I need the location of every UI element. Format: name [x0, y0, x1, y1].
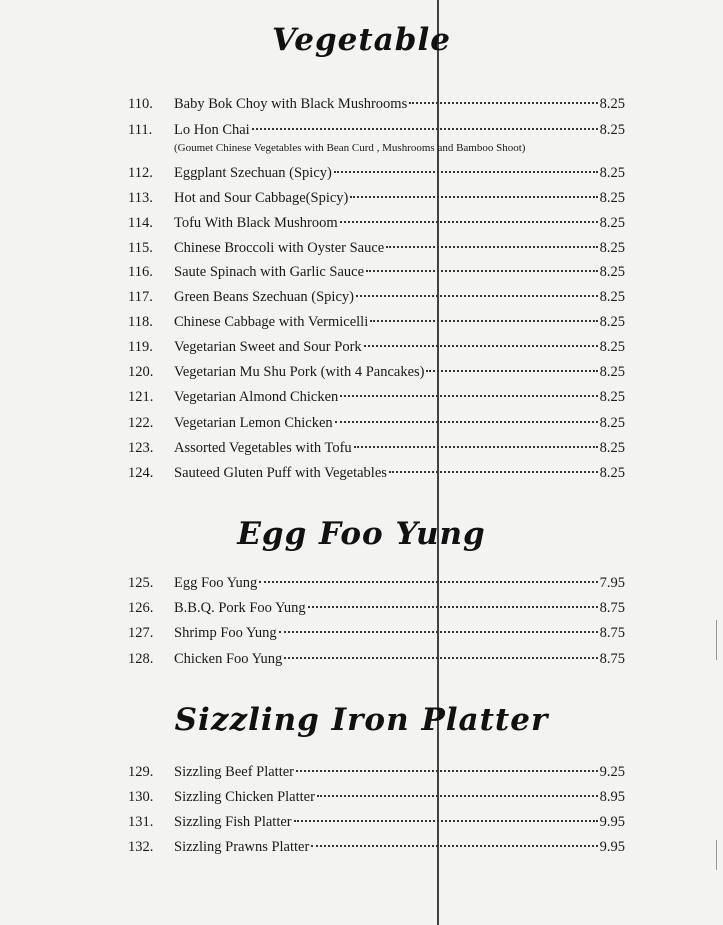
item-price: 8.25 [599, 96, 625, 112]
menu-item [128, 413, 625, 433]
item-price: 8.25 [599, 364, 625, 380]
menu-item [128, 337, 625, 357]
dot-leader [334, 170, 598, 173]
item-number: 117. [128, 289, 153, 305]
item-name: Chinese Cabbage with Vermicelli [174, 314, 369, 330]
item-name: Sizzling Chicken Platter [174, 789, 315, 805]
item-price: 8.25 [599, 415, 625, 431]
dot-leader [409, 101, 597, 104]
menu-item [128, 213, 625, 233]
dot-leader [259, 580, 597, 583]
menu-item [128, 649, 625, 669]
dot-leader [311, 844, 597, 847]
dot-leader [364, 344, 598, 347]
section-title-sizzling-iron-platter: Sizzling Iron Platter [174, 702, 549, 738]
item-number: 120. [128, 364, 154, 380]
item-price: 9.95 [599, 814, 625, 830]
item-number: 123. [128, 440, 154, 456]
item-name: Sizzling Beef Platter [174, 764, 294, 780]
item-name: Chicken Foo Yung [174, 651, 283, 667]
item-number: 110. [128, 96, 153, 112]
item-price: 8.25 [599, 122, 625, 138]
item-number: 130. [128, 789, 154, 805]
item-price: 8.25 [599, 190, 625, 206]
item-price: 8.25 [599, 389, 625, 405]
dot-leader [426, 369, 597, 372]
item-number: 127. [128, 625, 154, 641]
menu-item [128, 387, 625, 407]
item-price: 8.25 [599, 440, 625, 456]
item-name: Shrimp Foo Yung [174, 625, 277, 641]
item-description: (Goumet Chinese Vegetables with Bean Curd , Mushrooms and Bamboo Shoot) [174, 142, 526, 154]
item-price: 8.25 [599, 465, 625, 481]
item-price: 8.25 [599, 314, 625, 330]
item-number: 132. [128, 839, 154, 855]
item-name: Green Beans Szechuan (Spicy) [174, 289, 354, 305]
menu-item [128, 787, 625, 807]
item-price: 8.25 [599, 240, 625, 256]
item-number: 124. [128, 465, 154, 481]
item-name: Baby Bok Choy with Black Mushrooms [174, 96, 408, 112]
scan-edge-mark [716, 840, 717, 870]
menu-item [128, 362, 625, 382]
item-price: 8.25 [599, 289, 625, 305]
dot-leader [370, 319, 597, 322]
menu-item [128, 120, 625, 140]
item-number: 129. [128, 764, 154, 780]
dot-leader [317, 794, 598, 797]
item-number: 113. [128, 190, 153, 206]
menu-item [128, 438, 625, 458]
menu-item [128, 573, 625, 593]
item-number: 115. [128, 240, 153, 256]
item-price: 9.25 [599, 764, 625, 780]
dot-leader [279, 630, 598, 633]
item-name: Vegetarian Sweet and Sour Pork [174, 339, 362, 355]
item-price: 8.75 [599, 600, 625, 616]
menu-item [128, 238, 625, 258]
item-number: 122. [128, 415, 154, 431]
dot-leader [386, 245, 597, 248]
item-price: 8.25 [599, 165, 625, 181]
item-name: Saute Spinach with Garlic Sauce [174, 264, 365, 280]
item-name: Lo Hon Chai [174, 122, 250, 138]
dot-leader [335, 420, 598, 423]
item-price: 8.95 [599, 789, 625, 805]
dot-leader [296, 769, 598, 772]
dot-leader [340, 394, 597, 397]
item-number: 121. [128, 389, 154, 405]
menu-item [128, 812, 625, 832]
item-name: Vegetarian Lemon Chicken [174, 415, 333, 431]
dot-leader [340, 220, 598, 223]
item-name: Tofu With Black Mushroom [174, 215, 338, 231]
dot-leader [389, 470, 598, 473]
dot-leader [308, 605, 598, 608]
scan-edge-mark [716, 620, 717, 660]
menu-item [128, 463, 625, 483]
item-number: 125. [128, 575, 154, 591]
item-name: Vegetarian Almond Chicken [174, 389, 339, 405]
menu-item [128, 287, 625, 307]
dot-leader [354, 445, 598, 448]
dot-leader [294, 819, 598, 822]
menu-item [128, 188, 625, 208]
item-number: 131. [128, 814, 154, 830]
item-price: 8.75 [599, 625, 625, 641]
item-name: Vegetarian Mu Shu Pork (with 4 Pancakes) [174, 364, 425, 380]
item-name: Sizzling Fish Platter [174, 814, 292, 830]
dot-leader [350, 195, 597, 198]
section-title-egg-foo-yung: Egg Foo Yung [237, 516, 486, 552]
item-number: 126. [128, 600, 154, 616]
menu-item [128, 94, 625, 114]
menu-item [128, 312, 625, 332]
dot-leader [356, 294, 598, 297]
item-number: 111. [128, 122, 153, 138]
item-name: Sizzling Prawns Platter [174, 839, 310, 855]
item-number: 114. [128, 215, 153, 231]
menu-item [128, 262, 625, 282]
item-name: B.B.Q. Pork Foo Yung [174, 600, 306, 616]
item-price: 7.95 [599, 575, 625, 591]
menu-item [128, 837, 625, 857]
item-name: Assorted Vegetables with Tofu [174, 440, 352, 456]
menu-item [128, 598, 625, 618]
item-name: Egg Foo Yung [174, 575, 258, 591]
dot-leader [252, 127, 598, 130]
item-name: Sauteed Gluten Puff with Vegetables [174, 465, 387, 481]
item-name: Hot and Sour Cabbage(Spicy) [174, 190, 349, 206]
dot-leader [366, 269, 598, 272]
item-price: 8.25 [599, 215, 625, 231]
item-number: 119. [128, 339, 153, 355]
item-price: 8.75 [599, 651, 625, 667]
item-number: 118. [128, 314, 153, 330]
menu-item [128, 163, 625, 183]
menu-item [128, 623, 625, 643]
item-name: Chinese Broccoli with Oyster Sauce [174, 240, 385, 256]
item-price: 8.25 [599, 264, 625, 280]
item-name: Eggplant Szechuan (Spicy) [174, 165, 332, 181]
item-price: 8.25 [599, 339, 625, 355]
item-number: 128. [128, 651, 154, 667]
dot-leader [284, 656, 597, 659]
item-price: 9.95 [599, 839, 625, 855]
item-number: 116. [128, 264, 153, 280]
item-number: 112. [128, 165, 153, 181]
section-title-vegetable: Vegetable [272, 22, 451, 58]
menu-item [128, 762, 625, 782]
